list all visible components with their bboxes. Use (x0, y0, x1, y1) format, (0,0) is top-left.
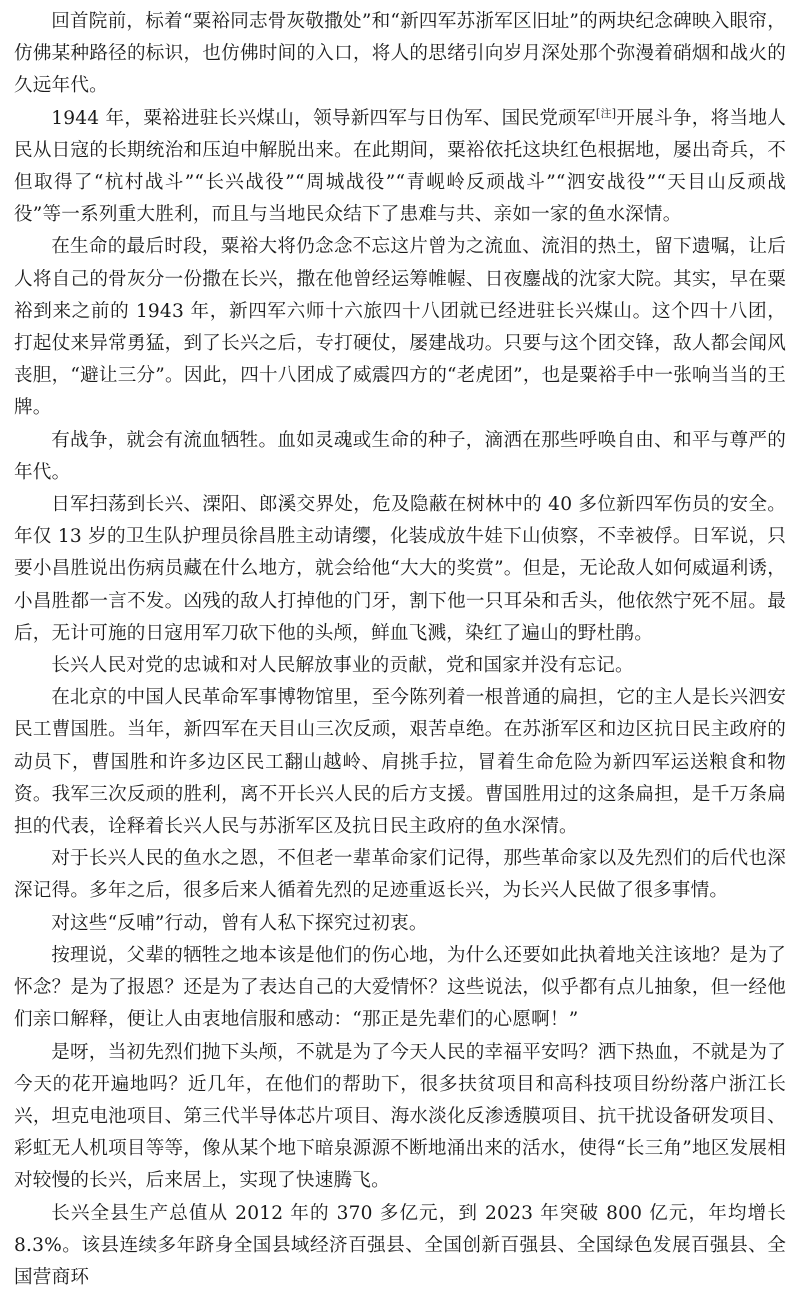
paragraph-11: 是呀，当初先烈们抛下头颅，不就是为了今天人民的幸福平安吗？洒下热血，不就是为了今天的花开遍地吗？近几年，在他们的帮助下，很多扶贫项目和高科技项目纷纷落户浙江长兴，坦克电池项目、第三代半导体芯片项目、海水淡化反渗透膜项目、抗干扰设备研发项目、彩虹无人机项目等等，像从某个地下暗泉源源不断地涌出来的活水，使得“长三角”地区发展相对较慢的长兴，后来居上，实现了快速腾飞。 (14, 1041, 786, 1192)
paragraph-10: 按理说，父辈的牺牲之地本该是他们的伤心地，为什么还要如此执着地关注该地？是为了怀念？是为了报恩？还是为了表达自己的大爱情怀？这些说法，似乎都有点儿抽象，但一经他们亲口解释，便让人由衷地信服和感动：“那正是先辈们的心愿啊！” (14, 944, 786, 1031)
paragraph-5: 日军扫荡到长兴、溧阳、郎溪交界处，危及隐蔽在树林中的 40 多位新四军伤员的安全。年仅 13 岁的卫生队护理员徐昌胜主动请缨，化装成放牛娃下山侦察，不幸被俘。日军说，只要小昌胜说出伤病员藏在什么地方，就会给他“大大的奖赏”。但是，无论敌人如何威逼利诱，小昌胜都一言不发。凶残的敌人打掉他的门牙，割下他一只耳朵和舌头，他依然宁死不屈。最后，无计可施的日寇用军刀砍下他的头颅，鲜血飞溅，染红了遍山的野杜鹃。 (14, 494, 786, 644)
paragraph-7: 在北京的中国人民革命军事博物馆里，至今陈列着一根普通的扁担，它的主人是长兴泗安民工曹国胜。当年，新四军在天目山三次反顽，艰苦卓绝。在苏浙军区和边区抗日民主政府的动员下，曹国胜和许多边区民工翻山越岭、肩挑手拉，冒着生命危险为新四军运送粮食和物资。我军三次反顽的胜利，离不开长兴人民的后方支援。曹国胜用过的这条扁担，是千万条扁担的代表，诠释着长兴人民与苏浙军区及抗日民主政府的鱼水深情。 (14, 687, 786, 838)
paragraph-12: 长兴全县生产总值从 2012 年的 370 多亿元，到 2023 年突破 800 亿元，年均增长 8.3%。该县连续多年跻身全国县域经济百强县、全国创新百强县、全国绿色发展百强县、全国营商环 (14, 1202, 786, 1288)
paragraph-9: 对这些“反哺”行动，曾有人私下探究过初衷。 (51, 912, 428, 934)
footnote-marker: [注] (595, 106, 617, 120)
paragraph-2-text-before: 1944 年，粟裕进驻长兴煤山，领导新四军与日伪军、国民党顽军 (51, 107, 596, 129)
paragraph-6: 长兴人民对党的忠诚和对人民解放事业的贡献，党和国家并没有忘记。 (51, 655, 634, 677)
paragraph-2 (14, 103, 786, 232)
paragraph-2-text-after: 开展斗争，将当地人民从日寇的长期统治和压迫中解脱出来。在此期间，粟裕依托这块红色根据地，屡出奇兵，不但取得了“杭村战斗”“长兴战役”“周城战役”“青岘岭反顽战斗”“泗安战役”“天目山反顽战役”等一系列重大胜利，而且与当地民众结下了患难与共、亲如一家的鱼水深情。 (14, 107, 786, 226)
paragraph-4: 有战争，就会有流血牺牲。血如灵魂或生命的种子，滴洒在那些呼唤自由、和平与尊严的年代。 (14, 429, 786, 483)
paragraph-3: 在生命的最后时段，粟裕大将仍念念不忘这片曾为之流血、流泪的热土，留下遗嘱，让后人将自己的骨灰分一份撒在长兴，撒在他曾经运筹帷幄、日夜鏖战的沈家大院。其实，早在粟裕到来之前的 1943 年，新四军六师十六旅四十八团就已经进驻长兴煤山。这个四十八团，打起仗来异常勇猛，到了长兴之后，专打硬仗，屡建战功。只要与这个团交锋，敌人都会闻风丧胆，“避让三分”。因此，四十八团成了威震四方的“老虎团”，也是粟裕手中一张响当当的王牌。 (14, 236, 786, 419)
paragraph-1: 回首院前，标着“粟裕同志骨灰敬撒处”和“新四军苏浙军区旧址”的两块纪念碑映入眼帘，仿佛某种路径的标识，也仿佛时间的入口，将人的思绪引向岁月深处那个弥漫着硝烟和战火的久远年代。 (14, 11, 786, 97)
paragraph-8: 对于长兴人民的鱼水之恩，不但老一辈革命家们记得，那些革命家以及先烈们的后代也深深记得。多年之后，很多后来人循着先烈的足迹重返长兴，为长兴人民做了很多事情。 (14, 848, 786, 902)
